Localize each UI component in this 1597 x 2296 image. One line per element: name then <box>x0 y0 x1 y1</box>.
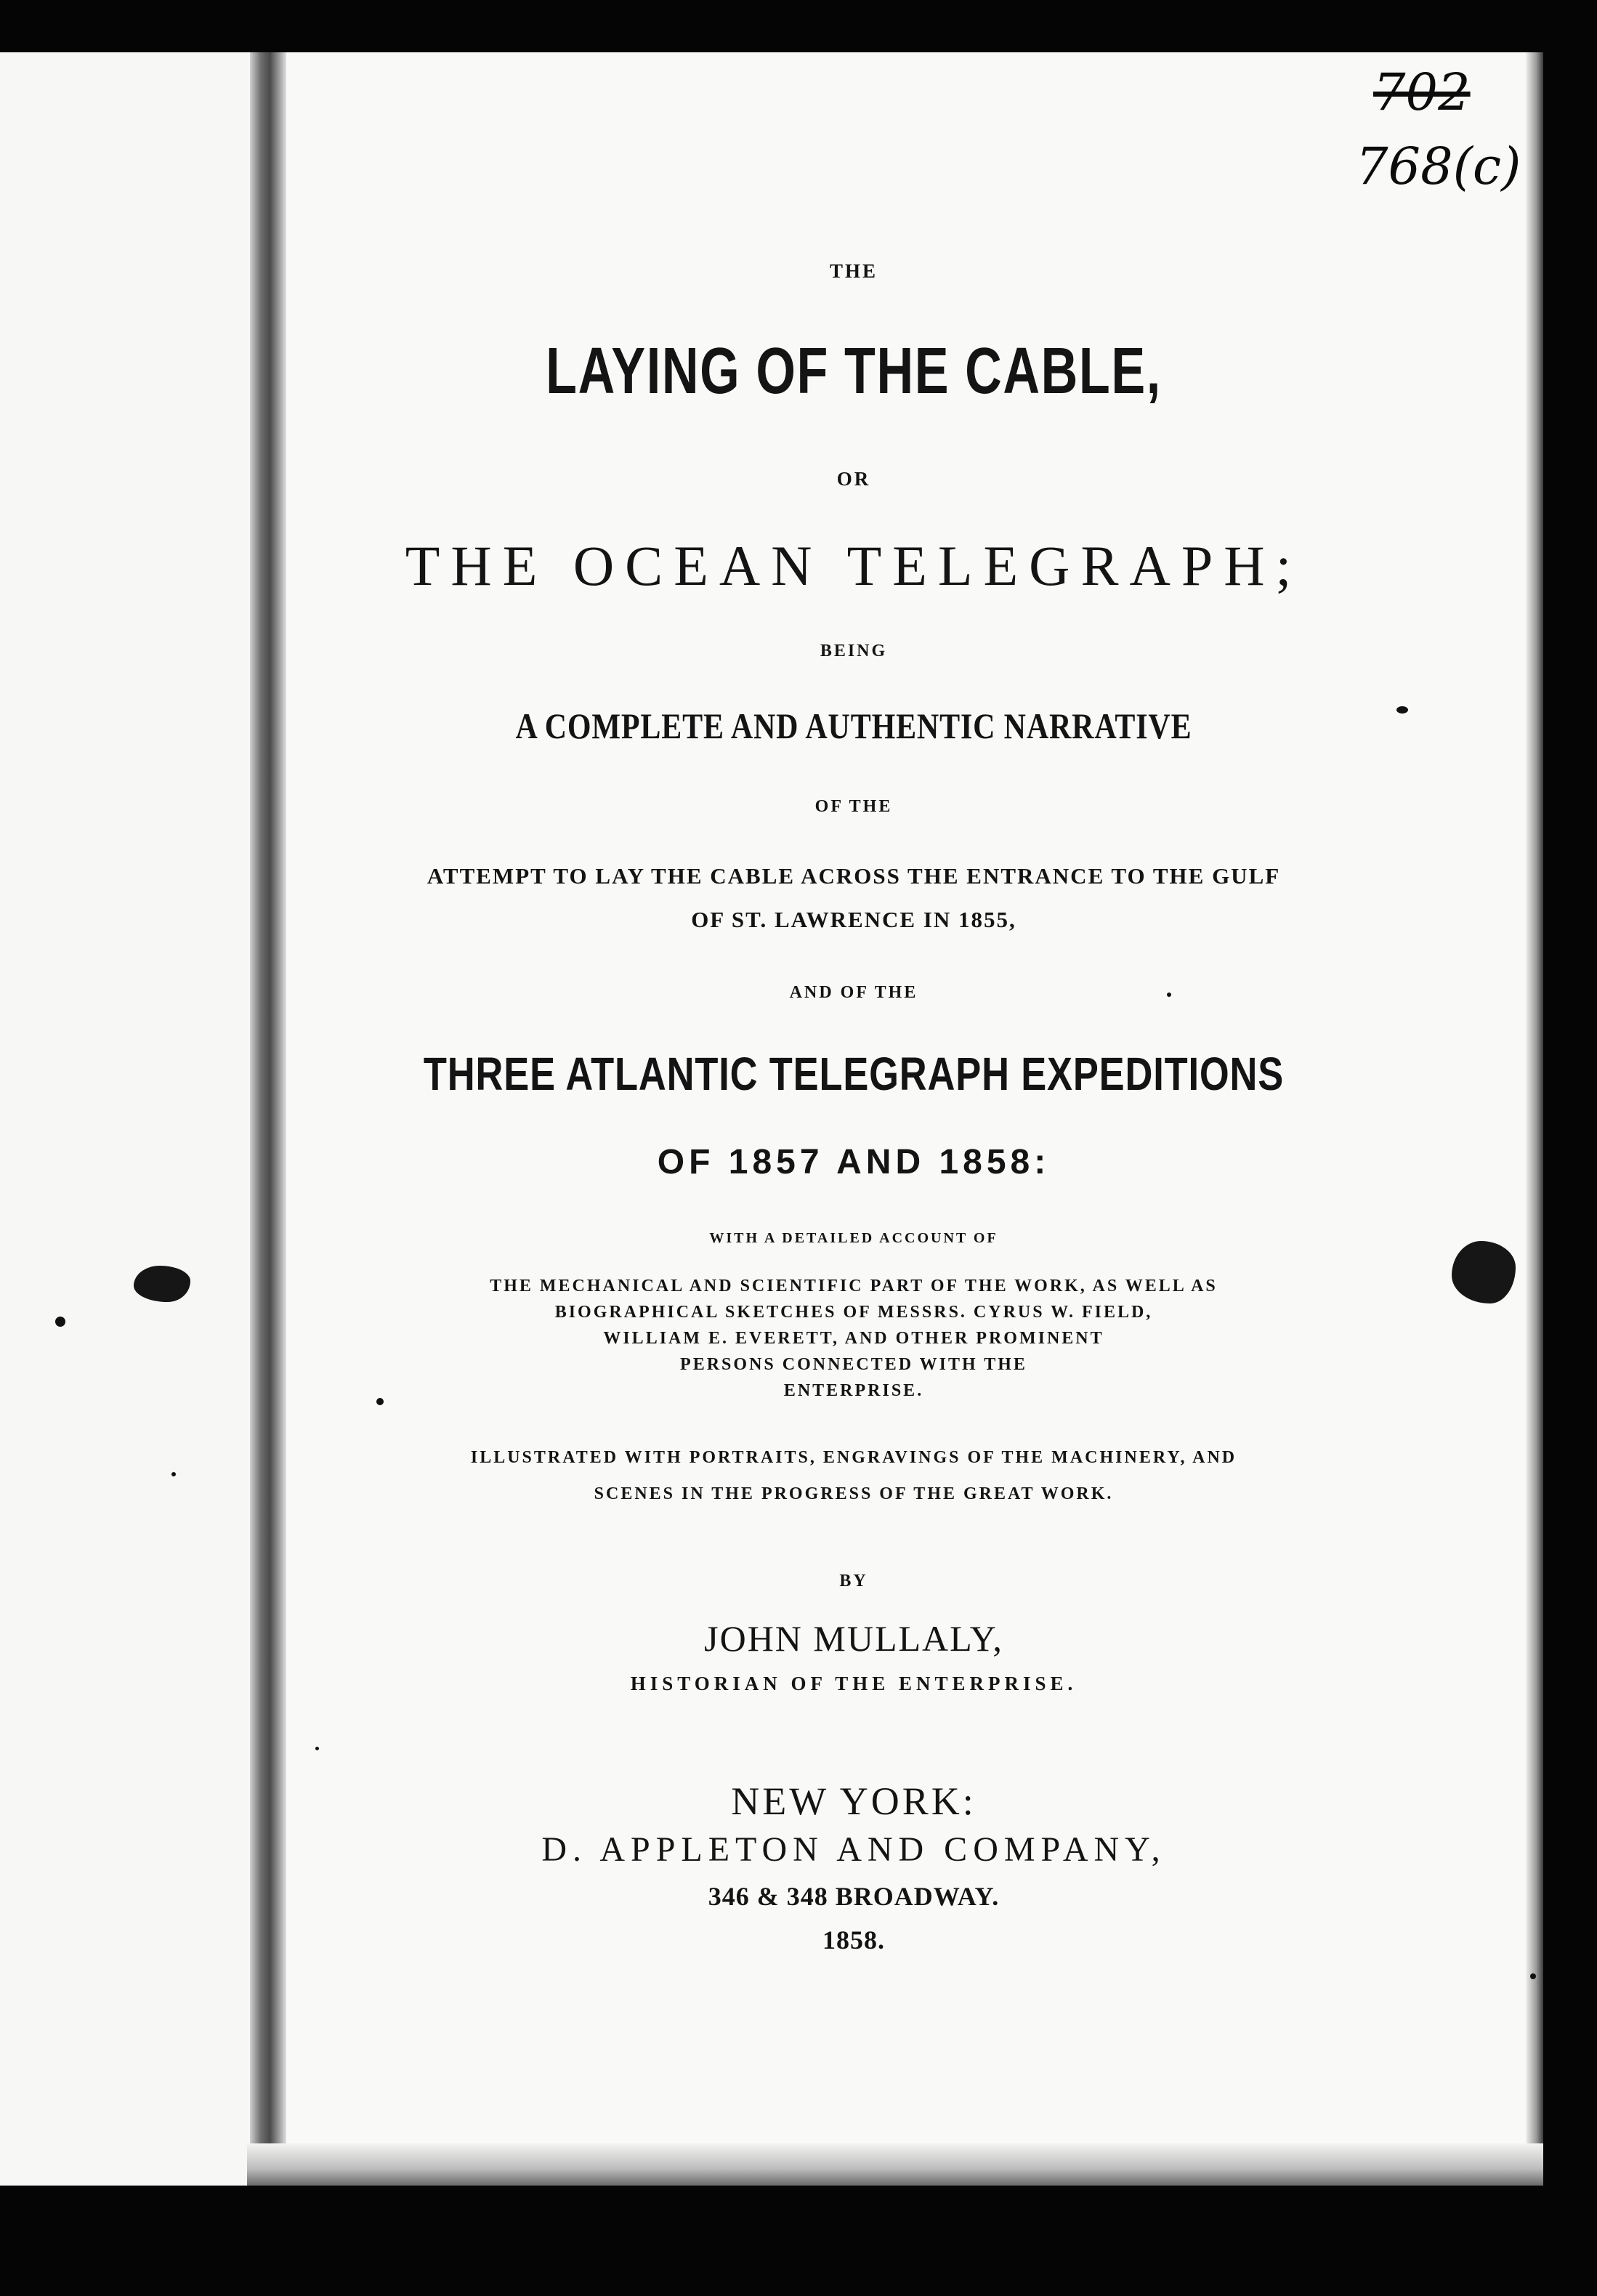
author-role: HISTORIAN OF THE ENTERPRISE. <box>630 1673 1078 1694</box>
handwritten-catalog-number-struck: 702 <box>1373 62 1471 122</box>
speck <box>1530 1973 1536 1979</box>
left-page <box>0 52 260 2186</box>
and-of-the-connector: AND OF THE <box>789 983 918 1002</box>
detail-line-4: PERSONS CONNECTED WITH THE <box>680 1355 1027 1374</box>
ink-blot-right <box>1452 1241 1516 1303</box>
detail-line-5: ENTERPRISE. <box>783 1381 924 1400</box>
speck <box>1396 706 1408 714</box>
detail-line-2: BIOGRAPHICAL SKETCHES OF MESSRS. CYRUS W. FIELD, <box>554 1303 1153 1322</box>
or-connector: OR <box>836 468 871 490</box>
handwritten-catalog-number: 768(c) <box>1356 137 1521 196</box>
publisher-city: NEW YORK: <box>731 1779 977 1823</box>
page-edge-right <box>1526 52 1543 2186</box>
speck <box>315 1747 319 1750</box>
detail-line-3: WILLIAM E. EVERETT, AND OTHER PROMINENT <box>603 1329 1104 1348</box>
alternate-title: THE OCEAN TELEGRAPH; <box>405 534 1303 597</box>
main-title: LAYING OF THE CABLE, <box>546 335 1162 408</box>
title-article: THE <box>829 260 878 282</box>
being-connector: BEING <box>820 642 888 660</box>
author-name: JOHN MULLALY, <box>704 1618 1003 1659</box>
detailed-account-label: WITH A DETAILED ACCOUNT OF <box>709 1230 998 1246</box>
expeditions-heading: THREE ATLANTIC TELEGRAPH EXPEDITIONS <box>423 1048 1285 1100</box>
publication-year: 1858. <box>822 1925 885 1955</box>
of-the-connector: OF THE <box>814 797 893 816</box>
attempt-line-2: OF ST. LAWRENCE IN 1855, <box>691 907 1016 932</box>
speck <box>55 1317 65 1327</box>
illustrated-line-1: ILLUSTRATED WITH PORTRAITS, ENGRAVINGS OF THE MACHINERY, AND <box>470 1448 1237 1467</box>
expedition-years: OF 1857 AND 1858: <box>657 1143 1051 1181</box>
detail-line-1: THE MECHANICAL AND SCIENTIFIC PART OF THE WORK, AS WELL AS <box>490 1277 1218 1295</box>
page-edge-bottom <box>247 2143 1543 2186</box>
ink-blot-left <box>134 1266 190 1302</box>
publisher-address: 346 & 348 BROADWAY. <box>708 1882 1000 1911</box>
publisher-name: D. APPLETON AND COMPANY, <box>541 1830 1166 1869</box>
attempt-line-1: ATTEMPT TO LAY THE CABLE ACROSS THE ENTRANCE TO THE GULF <box>426 863 1281 889</box>
subtitle-narrative: A COMPLETE AND AUTHENTIC NARRATIVE <box>515 706 1192 746</box>
book-gutter <box>250 52 286 2186</box>
speck <box>171 1472 176 1476</box>
by-connector: BY <box>839 1572 868 1590</box>
illustrated-line-2: SCENES IN THE PROGRESS OF THE GREAT WORK. <box>594 1484 1114 1503</box>
